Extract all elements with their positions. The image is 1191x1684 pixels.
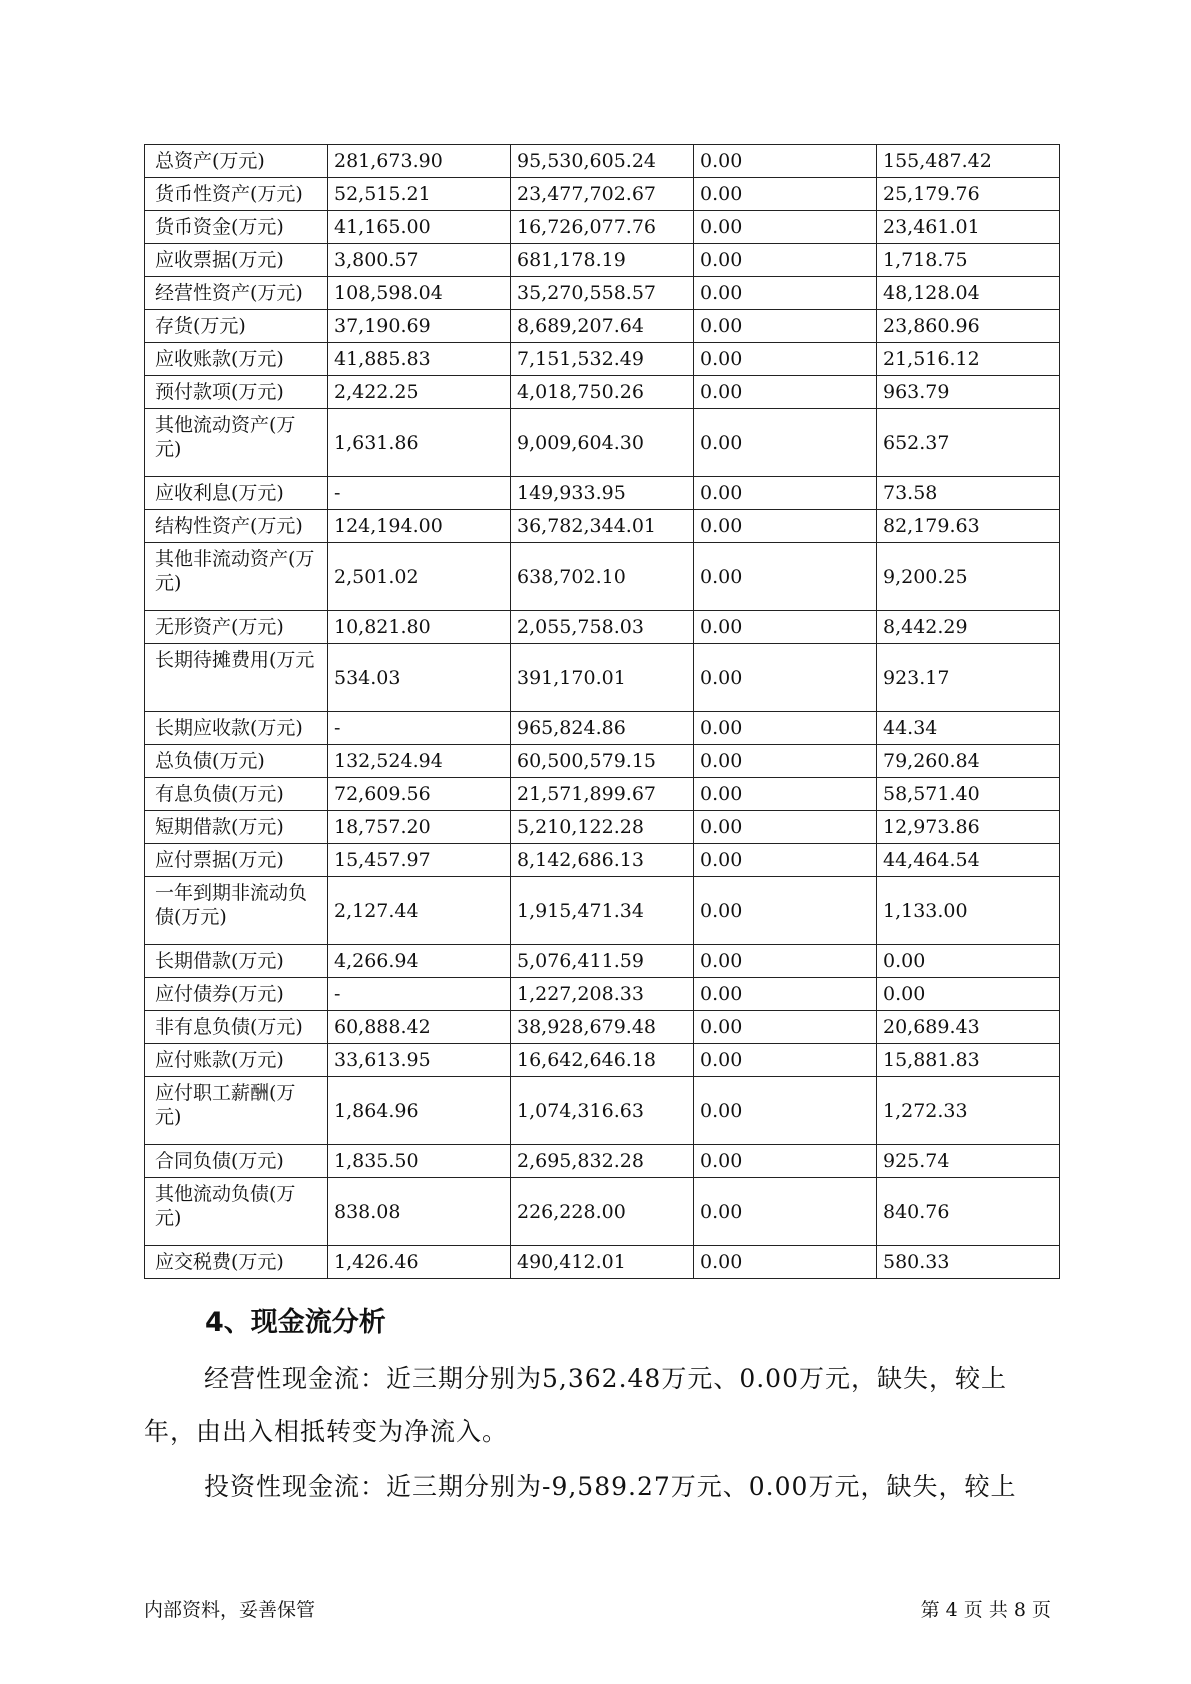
value-cell-col3: 0.00 bbox=[694, 1044, 877, 1077]
value-cell-col2: 681,178.19 bbox=[511, 244, 694, 277]
footer-page-number: 第 4 页 共 8 页 bbox=[920, 1599, 1051, 1621]
value-cell-col4: 25,179.76 bbox=[877, 178, 1060, 211]
value-cell-col4: 923.17 bbox=[877, 644, 1060, 712]
value-cell-col2: 60,500,579.15 bbox=[511, 745, 694, 778]
value-cell-col2: 2,055,758.03 bbox=[511, 611, 694, 644]
value-cell-col4: 9,200.25 bbox=[877, 543, 1060, 611]
value-cell-col3: 0.00 bbox=[694, 244, 877, 277]
value-cell-col2: 1,074,316.63 bbox=[511, 1077, 694, 1145]
value-cell-col3: 0.00 bbox=[694, 376, 877, 409]
value-cell-col1: 37,190.69 bbox=[328, 310, 511, 343]
value-cell-col1: - bbox=[328, 477, 511, 510]
value-cell-col2: 5,210,122.28 bbox=[511, 811, 694, 844]
row-label-cell: 结构性资产(万元) bbox=[145, 510, 328, 543]
value-cell-col3: 0.00 bbox=[694, 978, 877, 1011]
value-cell-col1: 534.03 bbox=[328, 644, 511, 712]
value-cell-col3: 0.00 bbox=[694, 611, 877, 644]
row-label-cell: 一年到期非流动负债(万元) bbox=[145, 877, 328, 945]
row-label-cell: 应付账款(万元) bbox=[145, 1044, 328, 1077]
table-row bbox=[145, 978, 1060, 1011]
value-cell-col3: 0.00 bbox=[694, 945, 877, 978]
value-cell-col2: 95,530,605.24 bbox=[511, 145, 694, 178]
value-cell-col4: 1,133.00 bbox=[877, 877, 1060, 945]
value-cell-col1: 1,864.96 bbox=[328, 1077, 511, 1145]
table-row bbox=[145, 244, 1060, 277]
table-row bbox=[145, 1178, 1060, 1246]
value-cell-col2: 1,915,471.34 bbox=[511, 877, 694, 945]
value-cell-col3: 0.00 bbox=[694, 1178, 877, 1246]
value-cell-col2: 23,477,702.67 bbox=[511, 178, 694, 211]
value-cell-col2: 38,928,679.48 bbox=[511, 1011, 694, 1044]
value-cell-col1: 132,524.94 bbox=[328, 745, 511, 778]
operating-cashflow-paragraph: 经营性现金流：近三期分别为5,362.48万元、0.00万元，缺失，较上年，由出入相抵转变为净流入。 bbox=[144, 1364, 1007, 1446]
value-cell-col3: 0.00 bbox=[694, 844, 877, 877]
value-cell-col2: 149,933.95 bbox=[511, 477, 694, 510]
financial-table bbox=[144, 144, 1060, 1279]
row-label-cell: 长期应收款(万元) bbox=[145, 712, 328, 745]
value-cell-col1: 124,194.00 bbox=[328, 510, 511, 543]
value-cell-col1: 41,165.00 bbox=[328, 211, 511, 244]
row-label-cell: 其他流动负债(万元) bbox=[145, 1178, 328, 1246]
row-label-cell: 有息负债(万元) bbox=[145, 778, 328, 811]
value-cell-col4: 1,272.33 bbox=[877, 1077, 1060, 1145]
investing-cashflow-paragraph: 投资性现金流：近三期分别为-9,589.27万元、0.00万元，缺失，较上 bbox=[204, 1472, 1017, 1501]
table-row bbox=[145, 510, 1060, 543]
value-cell-col4: 23,461.01 bbox=[877, 211, 1060, 244]
value-cell-col2: 36,782,344.01 bbox=[511, 510, 694, 543]
value-cell-col4: 1,718.75 bbox=[877, 244, 1060, 277]
value-cell-col2: 21,571,899.67 bbox=[511, 778, 694, 811]
table-row bbox=[145, 376, 1060, 409]
value-cell-col4: 48,128.04 bbox=[877, 277, 1060, 310]
value-cell-col4: 155,487.42 bbox=[877, 145, 1060, 178]
row-label-cell: 其他流动资产(万元) bbox=[145, 409, 328, 477]
value-cell-col1: 1,835.50 bbox=[328, 1145, 511, 1178]
value-cell-col3: 0.00 bbox=[694, 1011, 877, 1044]
value-cell-col3: 0.00 bbox=[694, 1145, 877, 1178]
value-cell-col3: 0.00 bbox=[694, 712, 877, 745]
table-row bbox=[145, 712, 1060, 745]
value-cell-col2: 5,076,411.59 bbox=[511, 945, 694, 978]
value-cell-col1: 4,266.94 bbox=[328, 945, 511, 978]
value-cell-col2: 35,270,558.57 bbox=[511, 277, 694, 310]
value-cell-col4: 73.58 bbox=[877, 477, 1060, 510]
footer-confidential-note: 内部资料，妥善保管 bbox=[144, 1599, 316, 1621]
row-label-cell: 经营性资产(万元) bbox=[145, 277, 328, 310]
row-label-cell: 长期待摊费用(万元 bbox=[145, 644, 328, 712]
value-cell-col1: 3,800.57 bbox=[328, 244, 511, 277]
value-cell-col2: 8,689,207.64 bbox=[511, 310, 694, 343]
value-cell-col1: 33,613.95 bbox=[328, 1044, 511, 1077]
value-cell-col3: 0.00 bbox=[694, 145, 877, 178]
table-row bbox=[145, 1011, 1060, 1044]
value-cell-col3: 0.00 bbox=[694, 409, 877, 477]
table-row bbox=[145, 945, 1060, 978]
row-label-cell: 应付职工薪酬(万元) bbox=[145, 1077, 328, 1145]
value-cell-col2: 7,151,532.49 bbox=[511, 343, 694, 376]
row-label-cell: 应收利息(万元) bbox=[145, 477, 328, 510]
value-cell-col1: - bbox=[328, 712, 511, 745]
table-row bbox=[145, 310, 1060, 343]
value-cell-col3: 0.00 bbox=[694, 211, 877, 244]
value-cell-col2: 226,228.00 bbox=[511, 1178, 694, 1246]
table-row bbox=[145, 277, 1060, 310]
value-cell-col3: 0.00 bbox=[694, 178, 877, 211]
table-row bbox=[145, 1246, 1060, 1279]
value-cell-col3: 0.00 bbox=[694, 1246, 877, 1279]
value-cell-col4: 925.74 bbox=[877, 1145, 1060, 1178]
row-label-cell: 应收票据(万元) bbox=[145, 244, 328, 277]
table-row bbox=[145, 211, 1060, 244]
value-cell-col4: 580.33 bbox=[877, 1246, 1060, 1279]
value-cell-col3: 0.00 bbox=[694, 310, 877, 343]
row-label-cell: 应付债券(万元) bbox=[145, 978, 328, 1011]
table-row bbox=[145, 844, 1060, 877]
value-cell-col1: 108,598.04 bbox=[328, 277, 511, 310]
row-label-cell: 货币性资产(万元) bbox=[145, 178, 328, 211]
row-label-cell: 总资产(万元) bbox=[145, 145, 328, 178]
table-row bbox=[145, 178, 1060, 211]
value-cell-col1: 10,821.80 bbox=[328, 611, 511, 644]
value-cell-col4: 652.37 bbox=[877, 409, 1060, 477]
value-cell-col4: 963.79 bbox=[877, 376, 1060, 409]
value-cell-col1: 72,609.56 bbox=[328, 778, 511, 811]
row-label-cell: 货币资金(万元) bbox=[145, 211, 328, 244]
value-cell-col3: 0.00 bbox=[694, 543, 877, 611]
table-row bbox=[145, 745, 1060, 778]
value-cell-col2: 9,009,604.30 bbox=[511, 409, 694, 477]
row-label-cell: 长期借款(万元) bbox=[145, 945, 328, 978]
value-cell-col1: 1,426.46 bbox=[328, 1246, 511, 1279]
value-cell-col2: 16,726,077.76 bbox=[511, 211, 694, 244]
value-cell-col2: 4,018,750.26 bbox=[511, 376, 694, 409]
value-cell-col3: 0.00 bbox=[694, 510, 877, 543]
value-cell-col4: 0.00 bbox=[877, 978, 1060, 1011]
value-cell-col3: 0.00 bbox=[694, 1077, 877, 1145]
table-row bbox=[145, 1044, 1060, 1077]
row-label-cell: 应交税费(万元) bbox=[145, 1246, 328, 1279]
table-row bbox=[145, 477, 1060, 510]
value-cell-col1: 52,515.21 bbox=[328, 178, 511, 211]
value-cell-col4: 15,881.83 bbox=[877, 1044, 1060, 1077]
row-label-cell: 合同负债(万元) bbox=[145, 1145, 328, 1178]
value-cell-col4: 79,260.84 bbox=[877, 745, 1060, 778]
value-cell-col3: 0.00 bbox=[694, 644, 877, 712]
value-cell-col1: 18,757.20 bbox=[328, 811, 511, 844]
row-label-cell: 非有息负债(万元) bbox=[145, 1011, 328, 1044]
row-label-cell: 预付款项(万元) bbox=[145, 376, 328, 409]
value-cell-col1: 1,631.86 bbox=[328, 409, 511, 477]
value-cell-col4: 44,464.54 bbox=[877, 844, 1060, 877]
row-label-cell: 应收账款(万元) bbox=[145, 343, 328, 376]
value-cell-col1: 2,422.25 bbox=[328, 376, 511, 409]
value-cell-col1: 15,457.97 bbox=[328, 844, 511, 877]
row-label-cell: 存货(万元) bbox=[145, 310, 328, 343]
value-cell-col3: 0.00 bbox=[694, 877, 877, 945]
table-row bbox=[145, 543, 1060, 611]
row-label-cell: 其他非流动资产(万元) bbox=[145, 543, 328, 611]
value-cell-col3: 0.00 bbox=[694, 343, 877, 376]
value-cell-col4: 840.76 bbox=[877, 1178, 1060, 1246]
value-cell-col3: 0.00 bbox=[694, 277, 877, 310]
value-cell-col2: 16,642,646.18 bbox=[511, 1044, 694, 1077]
table-row bbox=[145, 1077, 1060, 1145]
value-cell-col3: 0.00 bbox=[694, 745, 877, 778]
value-cell-col4: 44.34 bbox=[877, 712, 1060, 745]
value-cell-col2: 490,412.01 bbox=[511, 1246, 694, 1279]
value-cell-col1: 2,127.44 bbox=[328, 877, 511, 945]
row-label-cell: 总负债(万元) bbox=[145, 745, 328, 778]
value-cell-col1: 2,501.02 bbox=[328, 543, 511, 611]
value-cell-col3: 0.00 bbox=[694, 778, 877, 811]
value-cell-col4: 21,516.12 bbox=[877, 343, 1060, 376]
value-cell-col4: 0.00 bbox=[877, 945, 1060, 978]
value-cell-col1: - bbox=[328, 978, 511, 1011]
row-label-cell: 无形资产(万元) bbox=[145, 611, 328, 644]
value-cell-col4: 12,973.86 bbox=[877, 811, 1060, 844]
value-cell-col1: 41,885.83 bbox=[328, 343, 511, 376]
value-cell-col4: 82,179.63 bbox=[877, 510, 1060, 543]
table-row bbox=[145, 343, 1060, 376]
value-cell-col1: 838.08 bbox=[328, 1178, 511, 1246]
row-label-cell: 应付票据(万元) bbox=[145, 844, 328, 877]
value-cell-col2: 1,227,208.33 bbox=[511, 978, 694, 1011]
value-cell-col2: 2,695,832.28 bbox=[511, 1145, 694, 1178]
value-cell-col2: 638,702.10 bbox=[511, 543, 694, 611]
value-cell-col1: 60,888.42 bbox=[328, 1011, 511, 1044]
value-cell-col4: 8,442.29 bbox=[877, 611, 1060, 644]
value-cell-col4: 20,689.43 bbox=[877, 1011, 1060, 1044]
table-row bbox=[145, 611, 1060, 644]
table-body bbox=[145, 145, 1060, 1279]
value-cell-col4: 23,860.96 bbox=[877, 310, 1060, 343]
value-cell-col2: 391,170.01 bbox=[511, 644, 694, 712]
value-cell-col2: 8,142,686.13 bbox=[511, 844, 694, 877]
value-cell-col1: 281,673.90 bbox=[328, 145, 511, 178]
row-label-cell: 短期借款(万元) bbox=[145, 811, 328, 844]
table-row bbox=[145, 145, 1060, 178]
table-row bbox=[145, 409, 1060, 477]
table-row bbox=[145, 877, 1060, 945]
value-cell-col2: 965,824.86 bbox=[511, 712, 694, 745]
value-cell-col3: 0.00 bbox=[694, 477, 877, 510]
table-row bbox=[145, 1145, 1060, 1178]
value-cell-col3: 0.00 bbox=[694, 811, 877, 844]
table-row bbox=[145, 811, 1060, 844]
value-cell-col4: 58,571.40 bbox=[877, 778, 1060, 811]
table-row bbox=[145, 778, 1060, 811]
section-heading: 4、现金流分析 bbox=[205, 1307, 386, 1338]
table-row bbox=[145, 644, 1060, 712]
